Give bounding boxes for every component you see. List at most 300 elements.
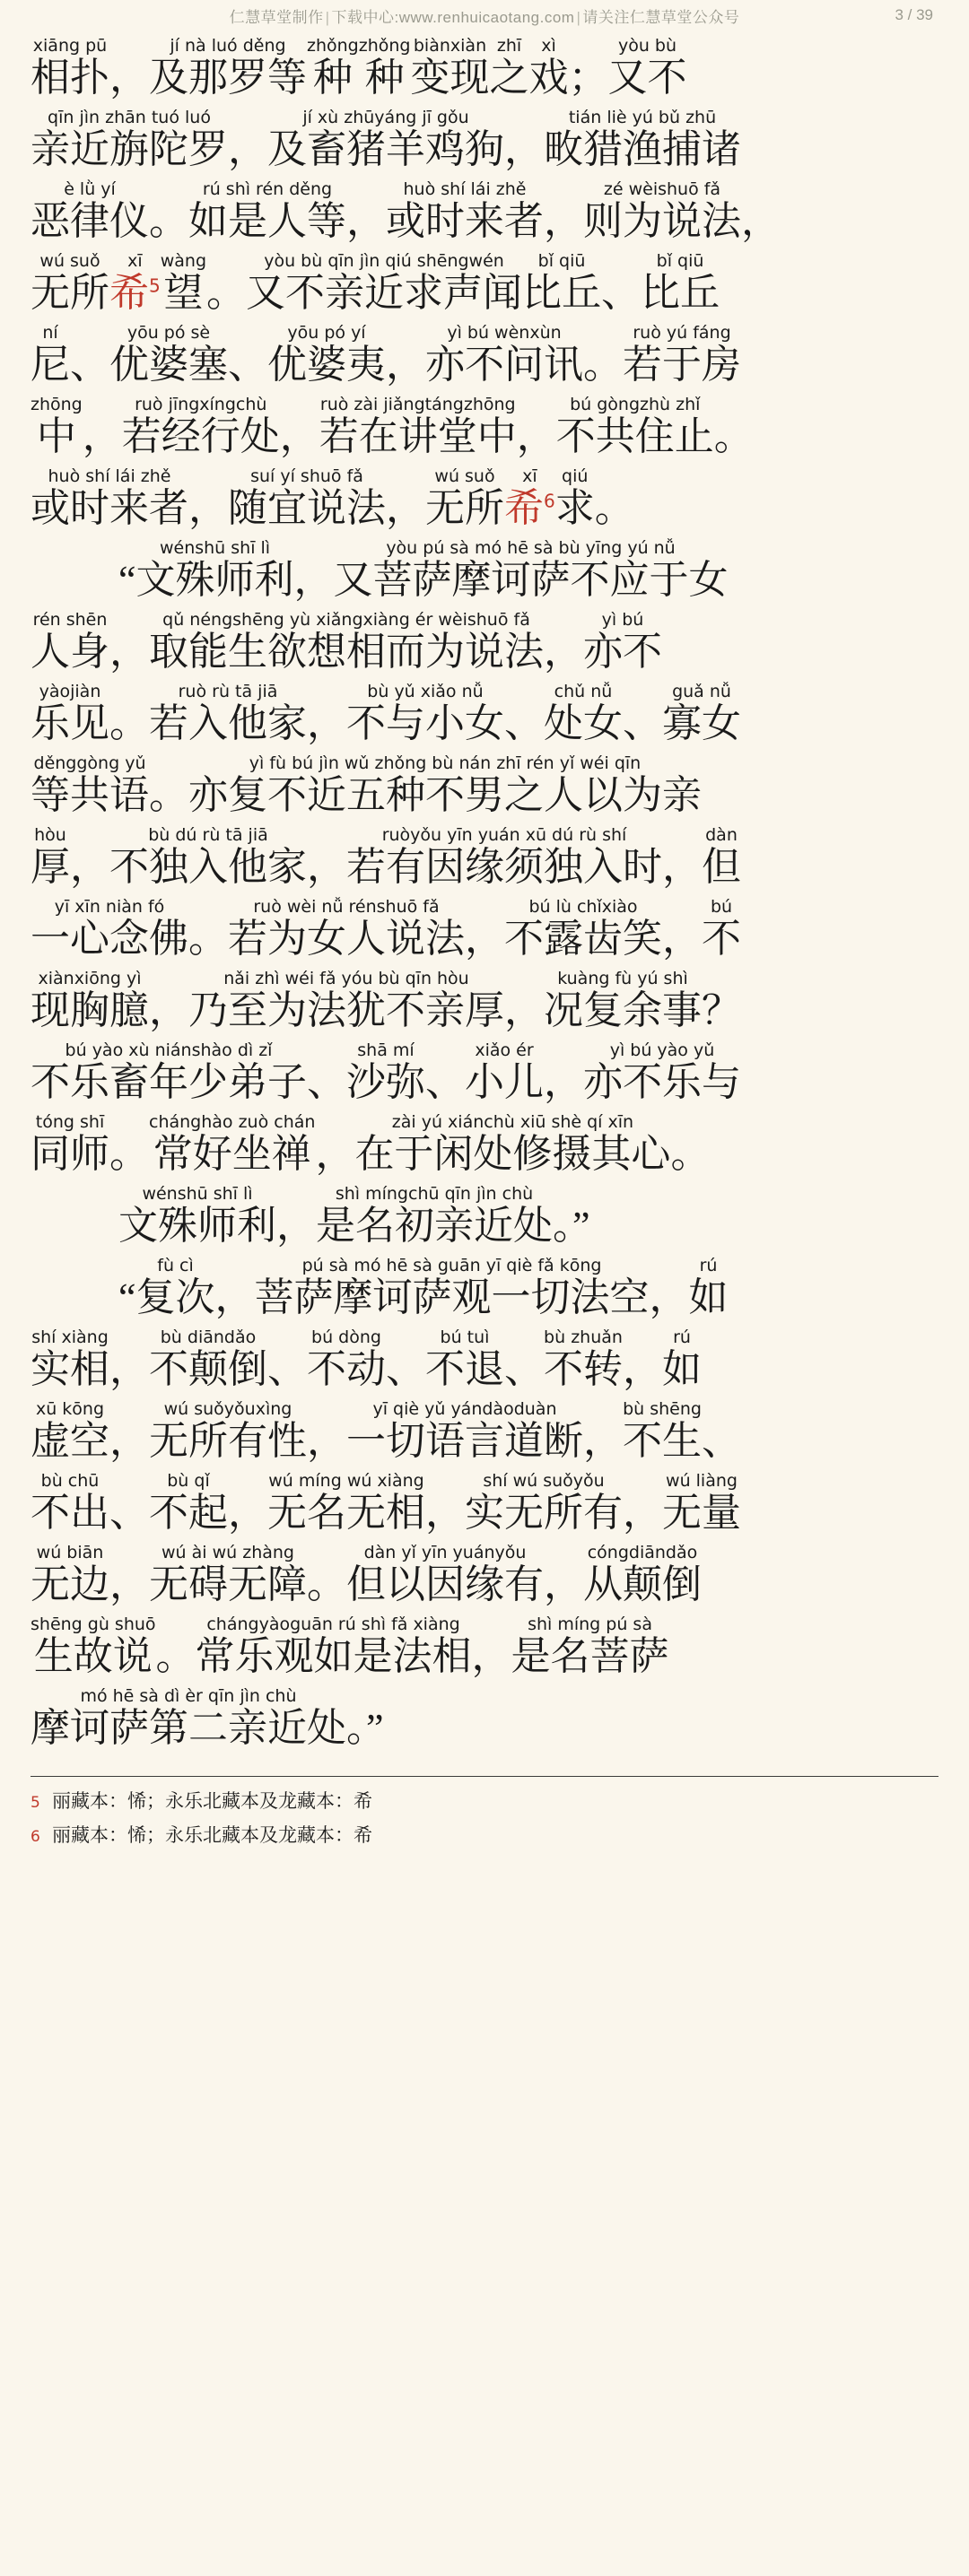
ruby-token xyxy=(31,680,109,746)
ruby-token xyxy=(346,1684,384,1751)
han-character: ， xyxy=(386,486,425,530)
han-character: 文殊师利 xyxy=(118,1204,276,1248)
ruby-token xyxy=(569,34,608,100)
pinyin-annotation: bú dòng xyxy=(311,1327,381,1347)
han-character: 如是人等 xyxy=(188,199,346,243)
han-character: “ xyxy=(118,558,136,602)
han-character: 现胸臆 xyxy=(31,988,149,1032)
han-character: 。 xyxy=(583,343,623,387)
han-character: 、 xyxy=(228,343,267,387)
ruby-token xyxy=(255,1254,650,1320)
ruby-token xyxy=(583,1397,623,1464)
ruby-token xyxy=(228,895,465,962)
header-mid-text: 下载中心:www.renhuicaotang.com xyxy=(331,8,575,26)
han-character: ， xyxy=(471,1634,511,1678)
text-line xyxy=(31,1684,938,1751)
han-character: ， xyxy=(544,1060,583,1104)
han-character: 、 xyxy=(504,701,544,745)
ruby-token xyxy=(504,1326,544,1392)
pinyin-annotation: wàng xyxy=(160,251,207,271)
ruby-token xyxy=(544,680,623,746)
pinyin-annotation: xī xyxy=(127,251,143,271)
ruby-token xyxy=(31,1613,156,1679)
han-character: ， xyxy=(465,917,504,961)
ruby-token xyxy=(702,895,741,962)
footnote-text: 丽藏本：悕；永乐北藏本及龙藏本：希 xyxy=(52,1824,372,1846)
ruby-token xyxy=(149,967,188,1033)
ruby-token xyxy=(583,321,623,387)
han-character: ， xyxy=(228,127,267,171)
han-character: 、 xyxy=(623,701,662,745)
han-character: 一切语言道断 xyxy=(346,1419,583,1463)
ruby-token xyxy=(307,1397,346,1464)
ruby-token xyxy=(31,823,70,890)
pinyin-annotation: pú sà mó hē sà guān yī qiè fǎ kōng xyxy=(301,1256,602,1275)
ruby-token xyxy=(31,465,188,531)
pinyin-annotation: rén shēn xyxy=(32,610,108,630)
han-character: 、 xyxy=(702,1419,741,1463)
han-character: ， xyxy=(70,845,109,889)
pinyin-annotation: yì bú yào yǔ xyxy=(609,1040,715,1060)
ruby-token xyxy=(316,1182,553,1249)
han-character: 。 xyxy=(206,271,247,315)
ruby-token xyxy=(650,1254,689,1320)
ruby-token xyxy=(294,536,334,603)
ruby-token xyxy=(31,752,149,818)
footnote-item xyxy=(31,1820,938,1852)
han-character: ， xyxy=(214,1275,255,1319)
ruby-token xyxy=(702,1397,741,1464)
han-character: 、 xyxy=(386,1347,425,1391)
han-character: 不起 xyxy=(149,1491,228,1535)
han-character: 无边 xyxy=(31,1562,109,1606)
ruby-token xyxy=(522,249,601,316)
han-character: ， xyxy=(623,1347,662,1391)
ruby-token xyxy=(386,465,425,531)
pinyin-annotation: guǎ nǚ xyxy=(672,682,731,701)
ruby-token xyxy=(161,249,206,316)
han-character: 、 xyxy=(504,1347,544,1391)
han-character: 。 xyxy=(713,414,754,458)
ruby-token xyxy=(136,1254,215,1320)
han-character: ， xyxy=(425,1491,465,1535)
pinyin-annotation: mó hē sà dì èr qīn jìn chù xyxy=(80,1686,297,1706)
han-character: 又菩萨摩诃萨不应于女 xyxy=(333,558,729,602)
text-line xyxy=(31,1541,938,1607)
han-character: ， xyxy=(583,1419,623,1463)
han-character: 畋猎渔捕诸 xyxy=(544,127,741,171)
ruby-token xyxy=(517,393,556,459)
text-line xyxy=(31,536,938,603)
pinyin-annotation: wú liàng xyxy=(666,1471,738,1491)
text-line xyxy=(31,752,938,818)
pinyin-annotation: dàn xyxy=(705,825,738,845)
ruby-token xyxy=(118,1254,136,1320)
pinyin-annotation: fù cì xyxy=(157,1256,194,1275)
ruby-token xyxy=(465,1469,623,1536)
han-character: 、 xyxy=(601,271,642,315)
pinyin-annotation: zhī xyxy=(496,36,522,56)
pinyin-annotation: kuàng fù yú shì xyxy=(557,969,688,988)
han-character: 乃至为法犹不亲厚 xyxy=(188,988,504,1032)
han-character: 不露齿笑 xyxy=(504,917,662,961)
han-character: 但 xyxy=(702,845,741,889)
text-line xyxy=(31,1110,938,1177)
ruby-token xyxy=(425,321,583,387)
text-line xyxy=(31,393,938,459)
han-character: 亲近旃陀罗 xyxy=(31,127,228,171)
header-right-text: 请关注仁慧草堂公众号 xyxy=(582,8,740,26)
han-character: 。 xyxy=(670,1132,711,1176)
ruby-token xyxy=(267,1326,307,1392)
han-character: ， xyxy=(623,1491,662,1535)
ruby-token xyxy=(741,178,781,244)
han-character: 实相 xyxy=(31,1347,109,1391)
pinyin-annotation: bù zhuǎn xyxy=(544,1327,623,1347)
ruby-token xyxy=(504,680,544,746)
han-character: 况复余事 xyxy=(544,988,702,1032)
han-character: “ xyxy=(118,1275,136,1319)
pinyin-annotation: yì bú wènxùn xyxy=(447,323,562,343)
footnote-marker[interactable]: 6 xyxy=(544,490,555,512)
ruby-token xyxy=(109,608,149,674)
han-character: 亦不 xyxy=(583,630,662,674)
han-character: 同师 xyxy=(31,1132,109,1176)
text-line xyxy=(31,823,938,890)
ruby-token xyxy=(31,1039,307,1105)
ruby-token xyxy=(346,1541,544,1607)
ruby-token xyxy=(118,536,136,603)
han-character: 。 xyxy=(109,701,149,745)
han-character: 乐见 xyxy=(31,701,109,745)
pinyin-annotation: jí xù zhūyáng jī gǒu xyxy=(302,108,469,127)
ruby-token xyxy=(511,1613,669,1679)
pinyin-annotation: bǐ qiū xyxy=(656,251,704,271)
han-character: 不动 xyxy=(307,1347,386,1391)
han-character: 若有因缘须独入时 xyxy=(346,845,662,889)
pinyin-annotation: yōu pó yí xyxy=(287,323,366,343)
han-character: ， xyxy=(307,845,346,889)
han-character: ， xyxy=(149,988,188,1032)
ruby-token xyxy=(346,1397,583,1464)
pinyin-annotation: shì míngchū qīn jìn chù xyxy=(335,1184,534,1204)
han-character: 及畜猪羊鸡狗 xyxy=(267,127,504,171)
ruby-token xyxy=(346,680,504,746)
pinyin-annotation: shēng gù shuō xyxy=(31,1614,156,1634)
ruby-token xyxy=(276,1182,316,1249)
pinyin-annotation: yòu bù qīn jìn qiú shēngwén xyxy=(264,251,504,271)
pinyin-annotation: zhōng xyxy=(31,395,83,414)
han-character: 菩萨摩诃萨观一切法空 xyxy=(254,1275,650,1319)
ruby-token xyxy=(149,1541,307,1607)
pinyin-annotation: zé wèishuō fǎ xyxy=(603,179,721,199)
ruby-token xyxy=(188,967,504,1033)
ruby-token xyxy=(31,178,149,244)
header-separator-1: | xyxy=(325,8,330,26)
han-character: 则为说法 xyxy=(583,199,741,243)
ruby-token xyxy=(623,321,741,387)
han-character: 。 xyxy=(149,199,188,243)
han-character: 或时来者 xyxy=(31,486,188,530)
pinyin-annotation: bù qǐ xyxy=(167,1471,210,1491)
han-character: 、 xyxy=(109,1491,149,1535)
pinyin-annotation: ruò zài jiǎngtángzhōng xyxy=(319,395,516,414)
pinyin-annotation: yàojiàn xyxy=(39,682,101,701)
pinyin-annotation: hòu xyxy=(34,825,66,845)
ruby-token xyxy=(544,106,741,172)
ruby-token xyxy=(595,465,634,531)
han-character: 亦复不近五种不男之人以为亲 xyxy=(188,773,702,817)
footnotes-section xyxy=(31,1776,938,1852)
text-line xyxy=(31,34,938,100)
ruby-token xyxy=(149,178,188,244)
ruby-token xyxy=(109,321,228,387)
pinyin-annotation: bú gòngzhù zhǐ xyxy=(570,395,701,414)
han-character: ； xyxy=(568,56,608,100)
han-character: 无所有性 xyxy=(149,1419,307,1463)
ruby-token xyxy=(149,1110,315,1177)
han-character: ， xyxy=(504,988,544,1032)
han-character: ， xyxy=(504,127,544,171)
ruby-token xyxy=(608,34,687,100)
ruby-token xyxy=(583,1541,702,1607)
pinyin-annotation: zhǒng xyxy=(307,36,359,56)
ruby-token xyxy=(307,1039,346,1105)
han-character: 随宜说法 xyxy=(228,486,386,530)
ruby-token xyxy=(307,680,346,746)
han-character: 虚空 xyxy=(31,1419,109,1463)
han-character: 。” xyxy=(346,1706,384,1750)
text-line xyxy=(31,680,938,746)
ruby-token xyxy=(109,249,161,316)
ruby-token xyxy=(31,1397,109,1464)
han-character: 又不 xyxy=(607,56,687,100)
ruby-token xyxy=(215,1254,255,1320)
pinyin-annotation: bǐ qiū xyxy=(537,251,586,271)
ruby-token xyxy=(246,249,522,316)
han-character: 。 xyxy=(109,1132,149,1176)
han-character: ， xyxy=(307,701,346,745)
ruby-token xyxy=(623,1469,662,1536)
ruby-token xyxy=(280,393,319,459)
text-line xyxy=(31,608,938,674)
han-character: 尼 xyxy=(31,343,70,387)
pinyin-annotation: bú lù chǐxiào xyxy=(528,897,638,917)
han-character: 无名无相 xyxy=(267,1491,425,1535)
han-character: ， xyxy=(109,56,149,100)
footnote-marker[interactable]: 5 xyxy=(149,274,161,297)
han-character: 是名菩萨 xyxy=(511,1634,669,1678)
han-character: 戏 xyxy=(528,56,569,100)
text-line xyxy=(31,1182,938,1249)
han-character: 不出 xyxy=(31,1491,109,1535)
han-character: 不乐畜年少弟子 xyxy=(31,1060,307,1104)
han-character: ， xyxy=(276,1204,316,1248)
ruby-token xyxy=(386,321,425,387)
pinyin-annotation: ní xyxy=(42,323,58,343)
ruby-token xyxy=(662,1469,741,1536)
han-character: 厚 xyxy=(31,845,70,889)
pinyin-annotation: rú xyxy=(699,1256,718,1275)
footnote-number: 5 xyxy=(31,1794,40,1812)
han-character: 优婆夷 xyxy=(267,343,386,387)
ruby-token xyxy=(31,249,109,316)
han-character: 、 xyxy=(267,1347,307,1391)
footnote-item xyxy=(31,1786,938,1818)
han-character: 常好坐禅 xyxy=(153,1132,311,1176)
han-character: 从颠倒 xyxy=(583,1562,702,1606)
ruby-token xyxy=(386,1326,425,1392)
text-line xyxy=(31,895,938,962)
ruby-token xyxy=(504,895,662,962)
han-character: 取能生欲想相而为说法 xyxy=(149,630,544,674)
ruby-token xyxy=(228,321,267,387)
han-character: 文殊师利 xyxy=(135,558,294,602)
pinyin-annotation: yōu pó sè xyxy=(127,323,211,343)
han-character: ， xyxy=(662,845,702,889)
han-character: 变现 xyxy=(410,56,490,100)
text-line xyxy=(31,1469,938,1536)
han-character: ， xyxy=(109,630,149,674)
han-character: 亦不乐与 xyxy=(583,1060,741,1104)
han-character: 恶律仪 xyxy=(31,199,149,243)
han-character: ， xyxy=(307,1419,346,1463)
sutra-body xyxy=(31,30,938,1751)
ruby-token xyxy=(109,823,307,890)
ruby-token xyxy=(188,465,228,531)
text-line xyxy=(31,465,938,531)
ruby-token xyxy=(31,967,149,1033)
pinyin-annotation: děnggòng yǔ xyxy=(33,753,146,773)
han-character: 或时来者 xyxy=(386,199,544,243)
han-character: 及那罗等 xyxy=(149,56,307,100)
ruby-token xyxy=(425,1469,465,1536)
han-character: ？ xyxy=(702,988,741,1032)
han-character: 相扑 xyxy=(31,56,109,100)
pinyin-annotation: wú suǒ xyxy=(39,251,100,271)
ruby-token xyxy=(702,823,741,890)
pinyin-annotation: bú xyxy=(710,897,733,917)
ruby-token xyxy=(31,321,70,387)
pinyin-annotation: qǔ néngshēng yù xiǎngxiàng ér wèishuō fǎ xyxy=(162,610,530,630)
han-character: ， xyxy=(315,1132,355,1176)
ruby-token xyxy=(319,393,517,459)
ruby-token xyxy=(583,1039,741,1105)
han-character: 无碍无障 xyxy=(149,1562,307,1606)
ruby-token xyxy=(70,321,109,387)
pinyin-annotation: chǔ nǚ xyxy=(554,682,613,701)
han-character: 求 xyxy=(554,486,595,530)
text-line xyxy=(31,249,938,316)
ruby-token xyxy=(267,1469,425,1536)
ruby-token xyxy=(702,967,741,1033)
ruby-token xyxy=(118,1182,276,1249)
ruby-token xyxy=(307,823,346,890)
ruby-token xyxy=(228,106,267,172)
han-character: ， xyxy=(293,558,334,602)
ruby-token xyxy=(583,178,741,244)
han-character: 不与小女 xyxy=(346,701,504,745)
han-character: 寡女 xyxy=(662,701,741,745)
ruby-token xyxy=(334,536,729,603)
pinyin-annotation: rú xyxy=(673,1327,691,1347)
pinyin-annotation: ruòyǒu yīn yuán xū dú rù shí xyxy=(381,825,627,845)
ruby-token xyxy=(122,393,280,459)
ruby-token xyxy=(267,106,504,172)
ruby-token xyxy=(714,393,754,459)
han-character: 不颠倒 xyxy=(149,1347,267,1391)
ruby-token xyxy=(228,465,386,531)
header-separator-2: | xyxy=(576,8,581,26)
pinyin-annotation: wú suǒyǒuxìng xyxy=(163,1399,292,1419)
header-source-text xyxy=(230,4,740,27)
ruby-token xyxy=(206,249,246,316)
pinyin-annotation: xì xyxy=(541,36,556,56)
ruby-token xyxy=(83,393,122,459)
ruby-token xyxy=(544,1326,623,1392)
ruby-token xyxy=(623,1326,662,1392)
ruby-token xyxy=(425,1326,504,1392)
pinyin-annotation: suí yí shuō fǎ xyxy=(250,466,363,486)
ruby-token xyxy=(662,823,702,890)
ruby-token xyxy=(504,106,544,172)
han-character: 。 xyxy=(307,1562,346,1606)
pinyin-annotation: ruò wèi nǚ rénshuō fǎ xyxy=(253,897,440,917)
pinyin-annotation: bú yào xù niánshào dì zǐ xyxy=(65,1040,273,1060)
ruby-token xyxy=(267,321,386,387)
han-character: 如 xyxy=(688,1275,729,1319)
pinyin-annotation: ruò rù tā jiā xyxy=(178,682,278,701)
ruby-token xyxy=(555,465,595,531)
pinyin-annotation: xiǎo ér xyxy=(475,1040,534,1060)
ruby-token xyxy=(553,1182,590,1249)
han-character: 不转 xyxy=(544,1347,623,1391)
ruby-token xyxy=(315,1110,354,1177)
pinyin-annotation: xū kōng xyxy=(35,1399,105,1419)
pinyin-annotation: wénshū shī lì xyxy=(159,538,271,558)
han-character: 若于房 xyxy=(623,343,741,387)
ruby-token xyxy=(386,178,544,244)
ruby-token xyxy=(556,393,714,459)
pinyin-annotation: bù yǔ xiǎo nǚ xyxy=(367,682,484,701)
ruby-token xyxy=(196,1613,472,1679)
ruby-token xyxy=(490,34,529,100)
ruby-token xyxy=(472,1613,511,1679)
pinyin-annotation: wú biān xyxy=(36,1543,104,1562)
ruby-token xyxy=(307,1541,346,1607)
ruby-token xyxy=(149,752,188,818)
pinyin-annotation: huò shí lái zhě xyxy=(403,179,527,199)
han-character: ， xyxy=(386,343,425,387)
han-character: ， xyxy=(228,1491,267,1535)
pinyin-annotation: shí xiàng xyxy=(31,1327,109,1347)
ruby-token xyxy=(641,249,720,316)
pinyin-annotation: chánghào zuò chán xyxy=(149,1112,316,1132)
ruby-token xyxy=(149,1469,228,1536)
ruby-token xyxy=(31,393,83,459)
han-character: 亦不问讯 xyxy=(425,343,583,387)
ruby-token xyxy=(188,178,346,244)
han-character: ， xyxy=(544,199,583,243)
pinyin-annotation: yòu bù xyxy=(617,36,677,56)
han-character: 沙弥 xyxy=(346,1060,425,1104)
ruby-token xyxy=(359,34,411,100)
text-line xyxy=(31,1397,938,1464)
pinyin-annotation: ruò yú fáng xyxy=(633,323,731,343)
ruby-token xyxy=(504,967,544,1033)
ruby-token xyxy=(662,1326,702,1392)
ruby-token xyxy=(346,1039,425,1105)
